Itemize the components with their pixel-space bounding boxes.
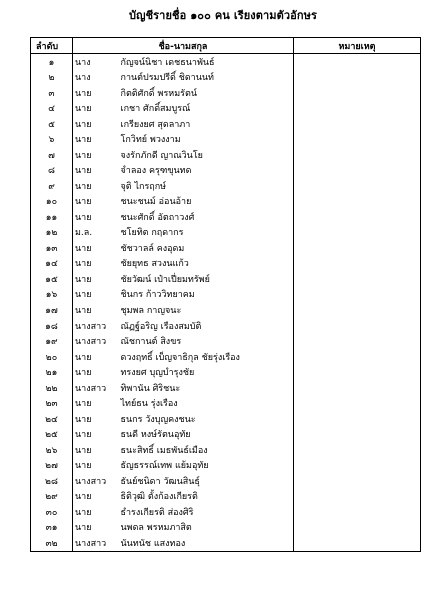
row-full-name: นันทนัช แสงทอง bbox=[119, 535, 294, 551]
row-note bbox=[294, 364, 421, 380]
row-title-prefix: นาย bbox=[73, 442, 119, 458]
row-full-name: ไทย์ธน รุ่งเรือง bbox=[119, 395, 294, 411]
row-title-prefix: นางสาว bbox=[73, 535, 119, 551]
table-row bbox=[31, 349, 421, 365]
table-row bbox=[31, 70, 421, 86]
table-row bbox=[31, 194, 421, 210]
table-row bbox=[31, 54, 421, 70]
row-number: ๑๖ bbox=[31, 287, 73, 303]
table-header-row bbox=[31, 38, 421, 54]
row-note bbox=[294, 178, 421, 194]
row-note bbox=[294, 318, 421, 334]
row-number: ๑๗ bbox=[31, 302, 73, 318]
row-full-name: ธิติวุฒิ ตั้งก้องเกียรติ bbox=[119, 488, 294, 504]
table-row bbox=[31, 240, 421, 256]
row-number: ๘ bbox=[31, 163, 73, 179]
row-full-name: กัญจน์นิชา เดชธนาพันธ์ bbox=[119, 54, 294, 70]
row-title-prefix: นาย bbox=[73, 178, 119, 194]
row-note bbox=[294, 256, 421, 272]
row-full-name: ณัชกานต์ สิงขร bbox=[119, 333, 294, 349]
row-title-prefix: นาย bbox=[73, 194, 119, 210]
row-title-prefix: นางสาว bbox=[73, 333, 119, 349]
row-title-prefix: นาย bbox=[73, 209, 119, 225]
table-row bbox=[31, 535, 421, 551]
row-full-name: ชโยทิต กฤดากร bbox=[119, 225, 294, 241]
row-full-name: โกวิทย์ พวงงาม bbox=[119, 132, 294, 148]
table-row bbox=[31, 225, 421, 241]
table-row bbox=[31, 395, 421, 411]
row-full-name: ทิพานัน ศิริชนะ bbox=[119, 380, 294, 396]
row-note bbox=[294, 163, 421, 179]
row-full-name: นพดล พรหมภาสิต bbox=[119, 519, 294, 535]
row-number: ๒๖ bbox=[31, 442, 73, 458]
row-title-prefix: นางสาว bbox=[73, 318, 119, 334]
row-note bbox=[294, 473, 421, 489]
row-full-name: ดวงฤทธิ์ เบ็ญจาธิกุล ชัยรุ่งเรือง bbox=[119, 349, 294, 365]
row-full-name: ชัชวาลล์ คงอุดม bbox=[119, 240, 294, 256]
row-title-prefix: นาย bbox=[73, 457, 119, 473]
row-title-prefix: นาย bbox=[73, 116, 119, 132]
table-row bbox=[31, 271, 421, 287]
row-number: ๑๒ bbox=[31, 225, 73, 241]
row-note bbox=[294, 287, 421, 303]
table-row bbox=[31, 318, 421, 334]
row-number: ๑๘ bbox=[31, 318, 73, 334]
table-row bbox=[31, 426, 421, 442]
table-row bbox=[31, 519, 421, 535]
table-row bbox=[31, 411, 421, 427]
row-number: ๑๑ bbox=[31, 209, 73, 225]
row-title-prefix: นาย bbox=[73, 395, 119, 411]
row-number: ๑๔ bbox=[31, 256, 73, 272]
row-title-prefix: นาย bbox=[73, 426, 119, 442]
row-number: ๒๙ bbox=[31, 488, 73, 504]
row-number: ๑๕ bbox=[31, 271, 73, 287]
row-full-name: ชินกร ก้าววิทยาคม bbox=[119, 287, 294, 303]
row-note bbox=[294, 225, 421, 241]
row-title-prefix: นาย bbox=[73, 519, 119, 535]
row-number: ๓๑ bbox=[31, 519, 73, 535]
row-number: ๒๒ bbox=[31, 380, 73, 396]
row-full-name: ธนดี หงษ์รัตนอุทัย bbox=[119, 426, 294, 442]
row-number: ๙ bbox=[31, 178, 73, 194]
row-number: ๒๔ bbox=[31, 411, 73, 427]
row-title-prefix: นาย bbox=[73, 256, 119, 272]
table-row bbox=[31, 488, 421, 504]
row-note bbox=[294, 54, 421, 70]
row-title-prefix: นาย bbox=[73, 364, 119, 380]
row-note bbox=[294, 240, 421, 256]
row-full-name: ธัญธรรณ์เทพ แย้มอุทัย bbox=[119, 457, 294, 473]
row-title-prefix: นาย bbox=[73, 147, 119, 163]
document-title: บัญชีรายชื่อ ๑๐๐ คน เรียงตามตัวอักษร bbox=[129, 9, 317, 22]
row-note bbox=[294, 333, 421, 349]
row-full-name: ธนะสิทธิ์ เมธพันธ์เมือง bbox=[119, 442, 294, 458]
table-row bbox=[31, 101, 421, 117]
row-note bbox=[294, 302, 421, 318]
table-row bbox=[31, 85, 421, 101]
row-title-prefix: นาย bbox=[73, 504, 119, 520]
row-title-prefix: นาย bbox=[73, 411, 119, 427]
row-note bbox=[294, 411, 421, 427]
row-title-prefix: นาย bbox=[73, 101, 119, 117]
row-note bbox=[294, 442, 421, 458]
table-row bbox=[31, 364, 421, 380]
row-note bbox=[294, 209, 421, 225]
row-title-prefix: นาย bbox=[73, 85, 119, 101]
row-note bbox=[294, 380, 421, 396]
row-title-prefix: ม.ล. bbox=[73, 225, 119, 241]
table-row bbox=[31, 302, 421, 318]
row-full-name: กานต์ปรมปรีดิ์ ชิดานนท์ bbox=[119, 70, 294, 86]
row-full-name: กิตติศักดิ์ พรหมรัตน์ bbox=[119, 85, 294, 101]
row-full-name: ชัยวัฒน์ เป๋าเปี่ยมทรัพย์ bbox=[119, 271, 294, 287]
row-full-name: ธนกร วังบุญคงชนะ bbox=[119, 411, 294, 427]
row-title-prefix: นาง bbox=[73, 70, 119, 86]
table-row bbox=[31, 256, 421, 272]
row-note bbox=[294, 395, 421, 411]
table-row bbox=[31, 116, 421, 132]
row-note bbox=[294, 147, 421, 163]
row-full-name: ณัฏฐ์อริญ เรืองสมบัติ bbox=[119, 318, 294, 334]
column-header-name: ชื่อ-นามสกุล bbox=[73, 38, 294, 54]
row-note bbox=[294, 132, 421, 148]
table-row bbox=[31, 209, 421, 225]
row-number: ๒ bbox=[31, 70, 73, 86]
row-title-prefix: นาย bbox=[73, 240, 119, 256]
row-number: ๓๐ bbox=[31, 504, 73, 520]
row-note bbox=[294, 504, 421, 520]
row-number: ๑๐ bbox=[31, 194, 73, 210]
row-note bbox=[294, 519, 421, 535]
row-full-name: จำลอง ครุฑขุนทด bbox=[119, 163, 294, 179]
column-header-note: หมายเหตุ bbox=[294, 38, 421, 54]
row-number: ๔ bbox=[31, 101, 73, 117]
row-note bbox=[294, 488, 421, 504]
row-number: ๒๗ bbox=[31, 457, 73, 473]
table-row bbox=[31, 147, 421, 163]
row-full-name: เกชา ศักดิ์สมบูรณ์ bbox=[119, 101, 294, 117]
row-number: ๑๓ bbox=[31, 240, 73, 256]
row-note bbox=[294, 535, 421, 551]
row-note bbox=[294, 85, 421, 101]
row-title-prefix: นาย bbox=[73, 287, 119, 303]
table-row bbox=[31, 457, 421, 473]
table-row bbox=[31, 473, 421, 489]
row-number: ๒๓ bbox=[31, 395, 73, 411]
row-note bbox=[294, 349, 421, 365]
row-title-prefix: นางสาว bbox=[73, 473, 119, 489]
table-row bbox=[31, 287, 421, 303]
row-full-name: ชุมพล กาญจนะ bbox=[119, 302, 294, 318]
roster-body bbox=[31, 54, 421, 552]
row-full-name: ธำรงเกียรติ ส่องศิริ bbox=[119, 504, 294, 520]
row-note bbox=[294, 457, 421, 473]
table-row bbox=[31, 504, 421, 520]
row-note bbox=[294, 101, 421, 117]
row-number: ๒๘ bbox=[31, 473, 73, 489]
row-number: ๑ bbox=[31, 54, 73, 70]
table-row bbox=[31, 442, 421, 458]
row-number: ๓ bbox=[31, 85, 73, 101]
row-number: ๗ bbox=[31, 147, 73, 163]
table-row bbox=[31, 380, 421, 396]
row-number: ๖ bbox=[31, 132, 73, 148]
row-full-name: ทรงยศ บุญบำรุงชัย bbox=[119, 364, 294, 380]
column-header-number: ลำดับ bbox=[31, 38, 73, 54]
row-full-name: ชนะชนม์ อ่อนอ้าย bbox=[119, 194, 294, 210]
row-note bbox=[294, 271, 421, 287]
row-number: ๒๑ bbox=[31, 364, 73, 380]
row-number: ๒๐ bbox=[31, 349, 73, 365]
row-full-name: จุติ ไกรฤกษ์ bbox=[119, 178, 294, 194]
row-title-prefix: นาย bbox=[73, 349, 119, 365]
table-row bbox=[31, 333, 421, 349]
row-title-prefix: นาย bbox=[73, 132, 119, 148]
row-title-prefix: นาย bbox=[73, 302, 119, 318]
row-full-name: ชัยยุทธ สวงนแก้ว bbox=[119, 256, 294, 272]
row-number: ๑๙ bbox=[31, 333, 73, 349]
row-number: ๒๕ bbox=[31, 426, 73, 442]
row-note bbox=[294, 116, 421, 132]
row-title-prefix: นาง bbox=[73, 54, 119, 70]
row-full-name: จงรักภักดี ญาณวินโย bbox=[119, 147, 294, 163]
row-title-prefix: นางสาว bbox=[73, 380, 119, 396]
row-number: ๓๒ bbox=[31, 535, 73, 551]
table-row bbox=[31, 163, 421, 179]
row-full-name: ธันย์ชนิดา วัฒนสินธุ์ bbox=[119, 473, 294, 489]
row-note bbox=[294, 70, 421, 86]
row-note bbox=[294, 194, 421, 210]
table-row bbox=[31, 132, 421, 148]
table-row bbox=[31, 178, 421, 194]
row-full-name: เกรียงยศ สุดลาภา bbox=[119, 116, 294, 132]
row-title-prefix: นาย bbox=[73, 488, 119, 504]
row-note bbox=[294, 426, 421, 442]
row-title-prefix: นาย bbox=[73, 163, 119, 179]
row-number: ๕ bbox=[31, 116, 73, 132]
roster-table bbox=[30, 37, 421, 552]
row-title-prefix: นาย bbox=[73, 271, 119, 287]
row-full-name: ชนะศักดิ์ อัตถาวงศ์ bbox=[119, 209, 294, 225]
